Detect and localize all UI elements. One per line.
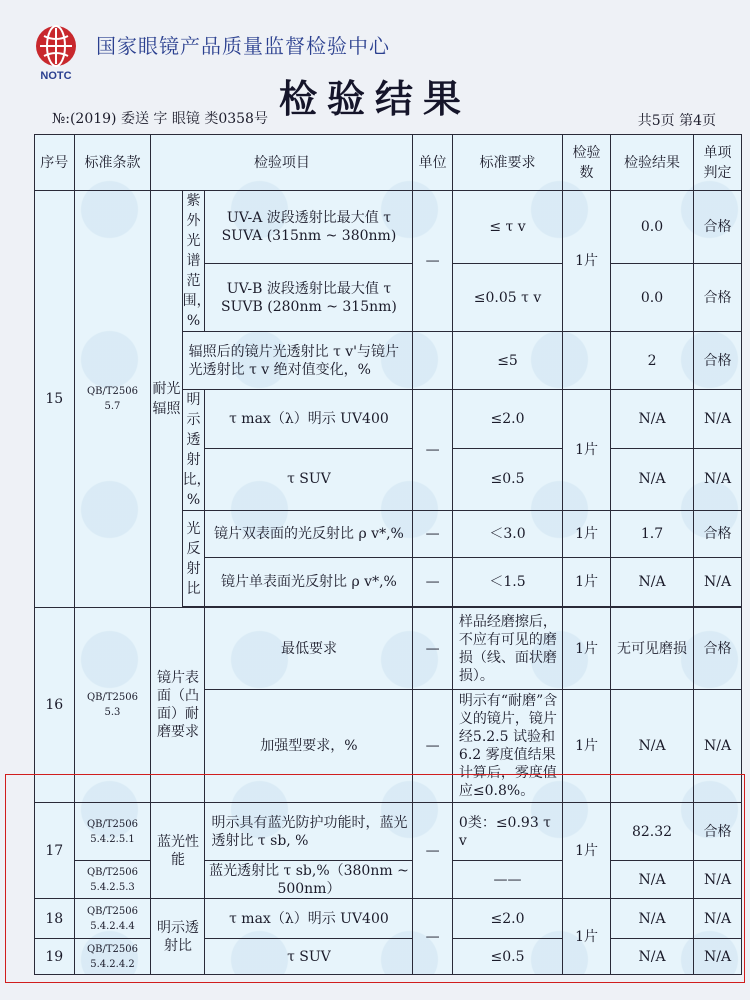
unit-cell: — <box>413 899 453 975</box>
verdict-cell: N/A <box>694 861 742 899</box>
group-label: 明示透射比 <box>151 899 205 975</box>
item-cell: 辐照后的镜片光透射比 τ v'与镜片光透射比 τ v 绝对值变化，% <box>182 332 413 390</box>
verdict-cell: 合格 <box>694 803 742 861</box>
verdict-cell: 合格 <box>694 511 742 558</box>
item-cell: 镜片双表面的光反射比 ρ v*,% <box>205 511 413 558</box>
standard-clause: QB/T2506 5.4.2.4.2 <box>74 939 151 975</box>
item-cell: 镜片单表面光反射比 ρ v*,% <box>205 558 413 607</box>
page-info: 共5页 第4页 <box>637 113 716 129</box>
requirement-cell: ≤2.0 <box>452 899 562 939</box>
item-cell: τ max（λ）明示 UV400 <box>205 390 413 449</box>
header-requirement: 标准要求 <box>452 135 562 191</box>
unit-cell: — <box>413 390 453 511</box>
unit-cell: — <box>413 608 453 690</box>
count-cell: 1片 <box>563 803 611 899</box>
count-cell: 1片 <box>563 690 611 803</box>
verdict-cell: N/A <box>694 939 742 975</box>
header-item: 检验项目 <box>151 135 413 191</box>
item-cell: 最低要求 <box>205 608 413 690</box>
item-cell: τ SUV <box>205 448 413 510</box>
document-number: №:(2019) 委送 字 眼镜 类0358号 <box>52 111 268 127</box>
result-cell: 无可见磨损 <box>610 608 693 690</box>
item-cell: UV-B 波段透射比最大值 τ SUVB (280nm ~ 315nm) <box>205 264 413 332</box>
header-verdict: 单项判定 <box>694 135 742 191</box>
table-row <box>35 861 742 899</box>
verdict-cell: 合格 <box>694 608 742 690</box>
result-cell: N/A <box>610 939 693 975</box>
count-cell: 1片 <box>563 511 611 558</box>
unit-cell: — <box>413 803 453 899</box>
unit-cell: — <box>413 690 453 803</box>
item-cell: UV-A 波段透射比最大值 τ SUVA (315nm ~ 380nm) <box>205 191 413 264</box>
standard-clause: QB/T2506 5.4.2.5.1 <box>74 803 151 861</box>
table-row <box>35 191 742 264</box>
requirement-cell: 0类：≤0.93 τ v <box>452 803 562 861</box>
requirement-cell: ≤0.5 <box>452 939 562 975</box>
item-cell: 加强型要求，% <box>205 690 413 803</box>
row-number: 17 <box>35 803 75 899</box>
header-result: 检验结果 <box>610 135 693 191</box>
header-row <box>35 135 742 191</box>
verdict-cell: N/A <box>694 899 742 939</box>
svg-text:NOTC: NOTC <box>40 70 72 82</box>
verdict-cell: 合格 <box>694 332 742 390</box>
requirement-cell: ≤0.05 τ v <box>452 264 562 332</box>
organization-name: 国家眼镜产品质量监督检验中心 <box>96 34 390 58</box>
table-row <box>35 803 742 861</box>
standard-clause: QB/T2506 5.7 <box>74 191 151 608</box>
result-cell: 82.32 <box>610 803 693 861</box>
verdict-cell: 合格 <box>694 264 742 332</box>
requirement-cell: ＜1.5 <box>452 558 562 607</box>
requirement-cell: ≤0.5 <box>452 448 562 510</box>
row-number: 15 <box>35 191 75 608</box>
requirement-cell: ≤ τ v <box>452 191 562 264</box>
result-cell: N/A <box>610 861 693 899</box>
row-number: 16 <box>35 608 75 803</box>
result-cell: 1.7 <box>610 511 693 558</box>
subgroup-label: 明示透射比，% <box>182 390 205 511</box>
row-number: 19 <box>35 939 75 975</box>
verdict-cell: N/A <box>694 448 742 510</box>
unit-cell: — <box>413 191 453 332</box>
unit-cell: — <box>413 558 453 607</box>
result-cell: 0.0 <box>610 264 693 332</box>
requirement-cell: 样品经磨擦后，不应有可见的磨损（线、面状磨损）。 <box>452 608 562 690</box>
unit-cell: — <box>413 511 453 558</box>
group-label: 镜片表面（凸面）耐磨要求 <box>151 608 205 803</box>
verdict-cell: N/A <box>694 390 742 449</box>
row-number: 18 <box>35 899 75 939</box>
requirement-cell: ≤5 <box>452 332 562 390</box>
item-cell: τ max（λ）明示 UV400 <box>205 899 413 939</box>
requirement-cell: ＜3.0 <box>452 511 562 558</box>
table-row <box>35 608 742 690</box>
header-standard: 标准条款 <box>74 135 151 191</box>
requirement-cell: ≤2.0 <box>452 390 562 449</box>
count-cell <box>563 332 611 390</box>
verdict-cell: 合格 <box>694 191 742 264</box>
document-title: 检验结果 <box>278 76 471 121</box>
results-table <box>34 134 742 975</box>
table-row <box>35 939 742 975</box>
group-label: 蓝光性能 <box>151 803 205 899</box>
result-cell: N/A <box>610 558 693 607</box>
count-cell: 1片 <box>563 558 611 607</box>
item-cell: 蓝光透射比 τ sb,%（380nm ~ 500nm） <box>205 861 413 899</box>
subgroup-label: 光反射比 <box>182 511 205 607</box>
result-cell: N/A <box>610 390 693 449</box>
requirement-cell: —— <box>452 861 562 899</box>
unit-cell <box>413 332 453 390</box>
item-cell: 明示具有蓝光防护功能时，蓝光透射比 τ sb, % <box>205 803 413 861</box>
group-label: 耐光辐照 <box>151 191 182 608</box>
result-cell: N/A <box>610 690 693 803</box>
result-cell: 0.0 <box>610 191 693 264</box>
result-cell: 2 <box>610 332 693 390</box>
count-cell: 1片 <box>563 191 611 332</box>
result-cell: N/A <box>610 899 693 939</box>
verdict-cell: N/A <box>694 690 742 803</box>
table-row <box>35 899 742 939</box>
verdict-cell: N/A <box>694 558 742 607</box>
standard-clause: QB/T2506 5.3 <box>74 608 151 803</box>
requirement-cell: 明示有“耐磨”含义的镜片，镜片经5.2.5 试验和 6.2 雾度值结果计算后，雾度值应≤0.8%。 <box>452 690 562 803</box>
header-no: 序号 <box>35 135 75 191</box>
subgroup-label: 紫外光谱范围，% <box>182 191 205 332</box>
header-unit: 单位 <box>413 135 453 191</box>
count-cell: 1片 <box>563 899 611 975</box>
standard-clause: QB/T2506 5.4.2.5.3 <box>74 861 151 899</box>
header-count: 检验数 <box>563 135 611 191</box>
count-cell: 1片 <box>563 608 611 690</box>
result-cell: N/A <box>610 448 693 510</box>
standard-clause: QB/T2506 5.4.2.4.4 <box>74 899 151 939</box>
item-cell: τ SUV <box>205 939 413 975</box>
count-cell: 1片 <box>563 390 611 511</box>
